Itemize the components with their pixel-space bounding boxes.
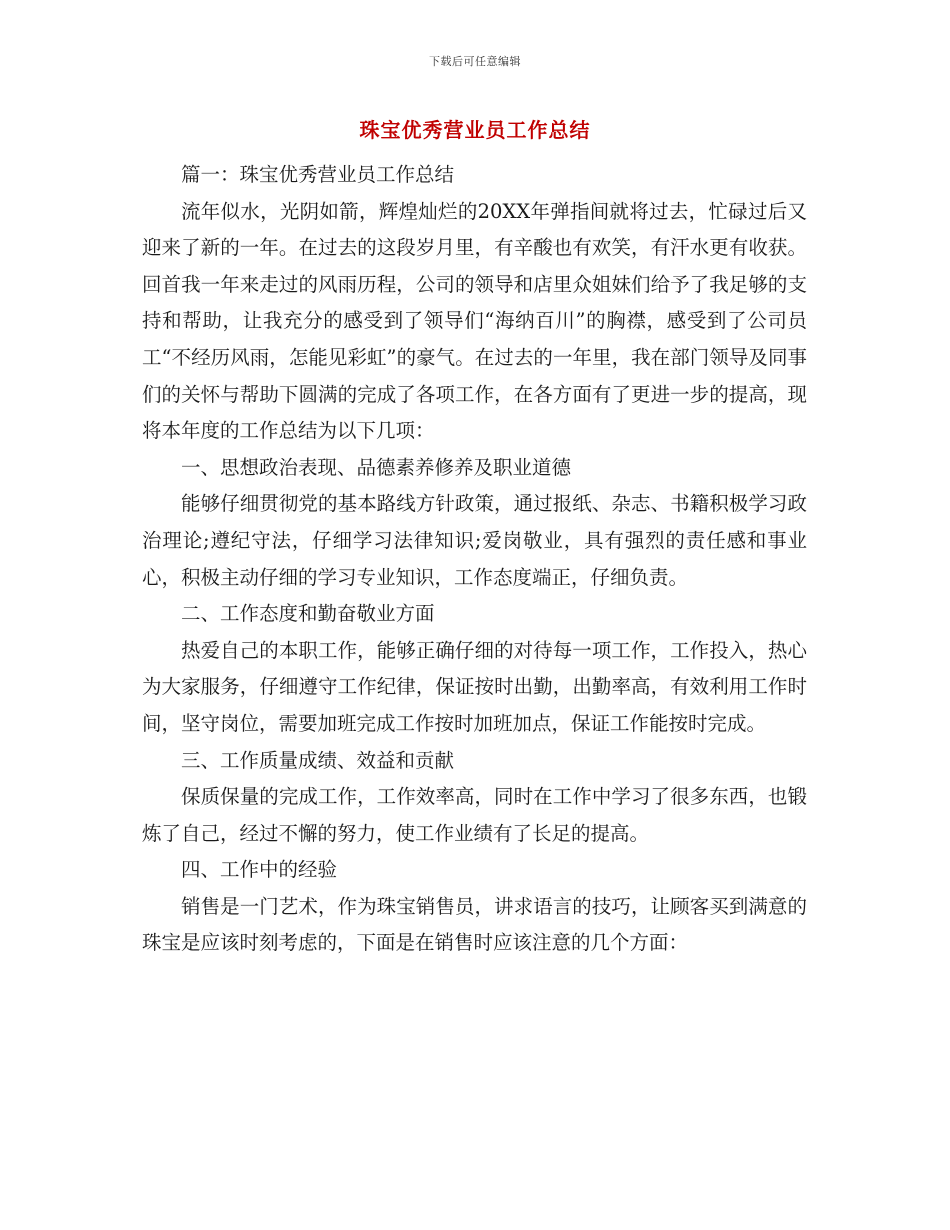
quality-paragraph: 保质保量的完成工作，工作效率高，同时在工作中学习了很多东西，也锻炼了自己，经过不懈的努力，使工作业绩有了长足的提高。 <box>142 785 807 845</box>
document-title: 珠宝优秀营业员工作总结 <box>359 118 591 142</box>
document-body <box>142 157 807 962</box>
section-heading-attitude: 二、工作态度和勤奋敬业方面 <box>181 602 435 626</box>
experience-paragraph: 销售是一门艺术，作为珠宝销售员，讲求语言的技巧，让顾客买到满意的珠宝是应该时刻考虑的，下面是在销售时应该注意的几个方面： <box>142 894 807 955</box>
section-heading-part-one: 篇一：珠宝优秀营业员工作总结 <box>181 163 455 186</box>
ethics-paragraph: 能够仔细贯彻党的基本路线方针政策，通过报纸、杂志、书籍积极学习政治理论;遵纪守法，仔细学习法律知识;爱岗敬业，具有强烈的责任感和事业心，积极主动仔细的学习专业知识，工作态度端正，仔细负责。 <box>142 492 807 589</box>
section-heading-quality: 三、工作质量成绩、效益和贡献 <box>181 748 455 772</box>
page-header-note: 下载后可任意编辑 <box>429 55 521 68</box>
intro-paragraph: 流年似水，光阴如箭，辉煌灿烂的20XX年弹指间就将过去，忙碌过后又迎来了新的一年。在过去的这段岁月里，有辛酸也有欢笑，有汗水更有收获。回首我一年来走过的风雨历程，公司的领导和店里众姐妹们给予了我足够的支持和帮助，让我充分的感受到了领导们“海纳百川”的胸襟，感受到了公司员工“不经历风雨，怎能见彩虹”的豪气。在过去的一年里，我在部门领导及同事们的关怀与帮助下圆满的完成了各项工作，在各方面有了更进一步的提高，现将本年度的工作总结为以下几项： <box>142 199 807 443</box>
attitude-paragraph: 热爱自己的本职工作，能够正确仔细的对待每一项工作，工作投入，热心为大家服务，仔细遵守工作纪律，保证按时出勤，出勤率高，有效利用工作时间，坚守岗位，需要加班完成工作按时加班加点，保证工作能按时完成。 <box>142 638 807 735</box>
section-heading-ethics: 一、思想政治表现、品德素养修养及职业道德 <box>181 455 572 479</box>
section-heading-experience: 四、工作中的经验 <box>181 858 338 882</box>
